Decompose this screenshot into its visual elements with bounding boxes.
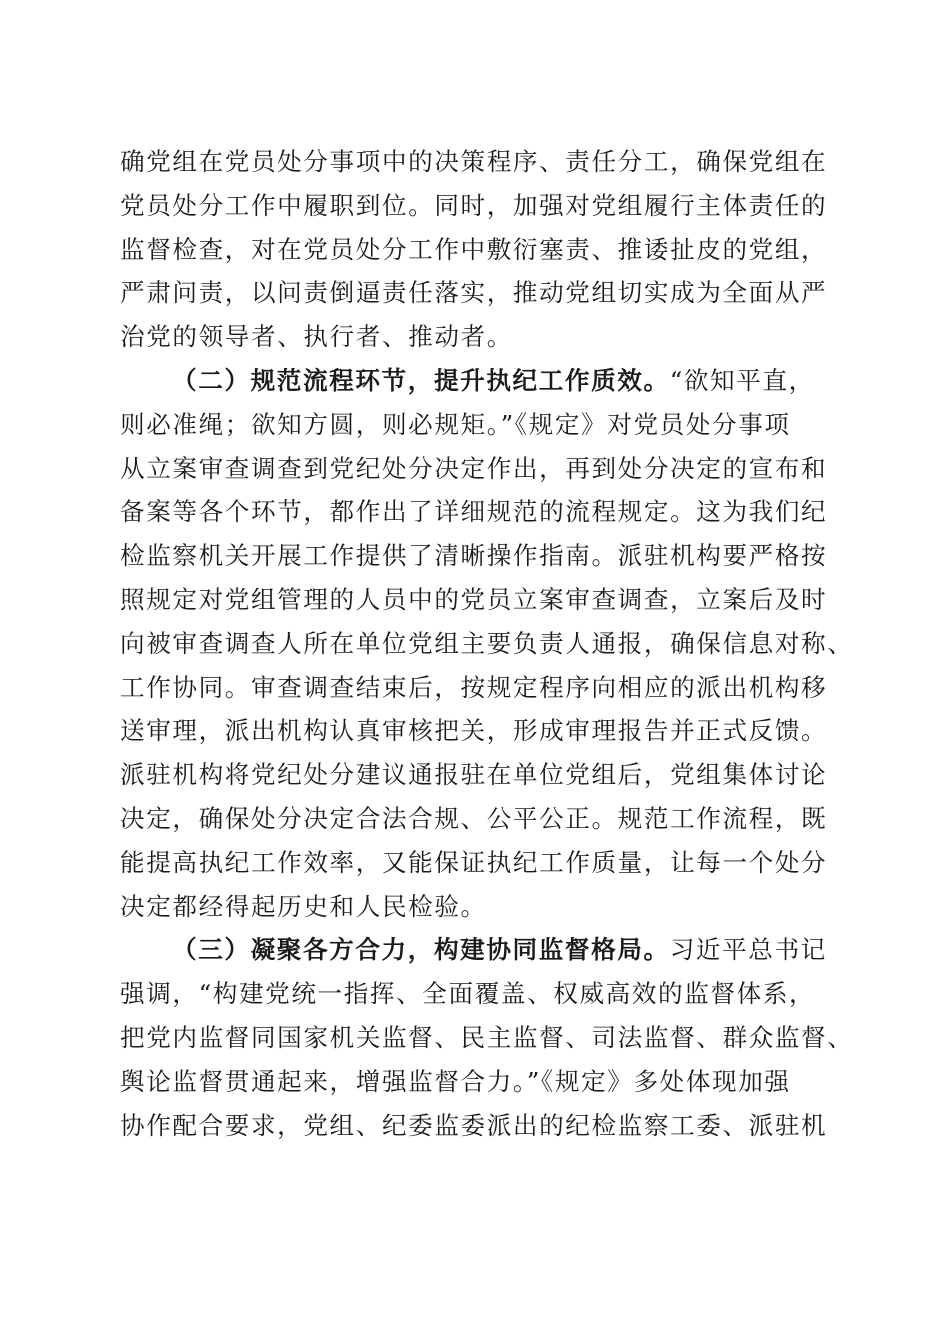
paragraph-line: 决定都经得起历史和人民检验。 (120, 891, 487, 921)
paragraph-line: 确党组在党员处分事项中的决策程序、责任分工，确保党组在 (120, 147, 828, 176)
section-2-first-line (120, 359, 832, 403)
paragraph-line: 严肃问责，以问责倒逼责任落实，推动党组切实成为全面从严 (120, 278, 828, 308)
paragraph-line: 派驻机构将党纪处分建议通报驻在单位党组后，党组集体讨论 (120, 760, 828, 790)
paragraph-line: 协作配合要求，党组、纪委监委派出的纪检监察工委、派驻机 (120, 1110, 828, 1140)
section-3-heading: （三）凝聚各方合力，构建协同监督格局。 (172, 935, 670, 965)
paragraph-line: 照规定对党组管理的人员中的党员立案审查调查，立案后及时 (120, 584, 828, 614)
paragraph-line: 向被审查调查人所在单位党组主要负责人通报，确保信息对称、 (120, 628, 854, 658)
paragraph-line: 则必准绳；欲知方圆，则必规矩。”《规定》对党员处分事项 (120, 409, 791, 439)
document-body (120, 140, 854, 1147)
paragraph-line: 从立案审查调查到党纪处分决定作出，再到处分决定的宣布和 (120, 453, 828, 483)
section-2-heading: （二）规范流程环节，提升执纪工作质效。 (172, 365, 670, 395)
section-3-first-line (120, 928, 832, 972)
paragraph-line: 治党的领导者、执行者、推动者。 (120, 322, 513, 352)
paragraph-line: 备案等各个环节，都作出了详细规范的流程规定。这为我们纪 (120, 497, 828, 527)
paragraph-line: 党员处分工作中履职到位。同时，加强对党组履行主体责任的 (120, 190, 828, 220)
paragraph-line: 决定，确保处分决定合法合规、公平公正。规范工作流程，既 (120, 803, 828, 833)
paragraph-line: 送审理，派出机构认真审核把关，形成审理报告并正式反馈。 (120, 716, 828, 746)
paragraph-line: 监督检查，对在党员处分工作中敷衍塞责、推诿扯皮的党组， (120, 234, 828, 264)
section-2-lead: “欲知平直， (669, 365, 815, 395)
paragraph-line: 强调，“构建党统一指挥、全面覆盖、权威高效的监督体系， (120, 979, 816, 1009)
paragraph-line: 能提高执纪工作效率，又能保证执纪工作质量，让每一个处分 (120, 847, 828, 877)
paragraph-line: 舆论监督贯通起来，增强监督合力。”《规定》多处体现加强 (120, 1066, 791, 1096)
paragraph-line: 工作协同。审查调查结束后，按规定程序向相应的派出机构移 (120, 672, 828, 702)
section-3-lead: 习近平总书记 (669, 935, 827, 965)
paragraph-line: 把党内监督同国家机关监督、民主监督、司法监督、群众监督、 (120, 1022, 854, 1052)
paragraph-line: 检监察机关开展工作提供了清晰操作指南。派驻机构要严格按 (120, 541, 828, 571)
